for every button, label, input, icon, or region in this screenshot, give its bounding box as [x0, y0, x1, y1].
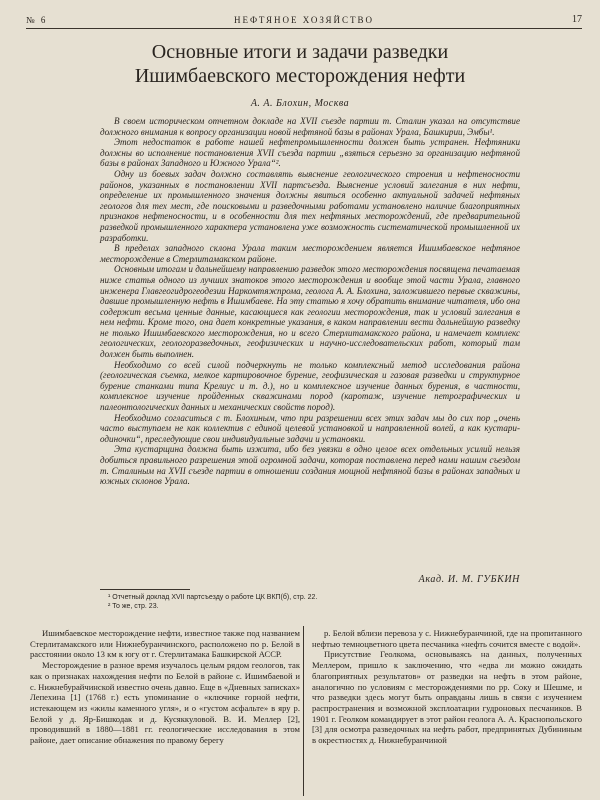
intro-paragraph: В пределах западного склона Урала таким месторождением является Ишимбаевское нефтяное месторождение в Стерлитамакском районе. [100, 243, 520, 264]
article-author: А. А. Блохин, Москва [250, 98, 350, 109]
footnote-divider [100, 589, 190, 590]
editorial-introduction [100, 116, 520, 487]
footnote: ² То же, стр. 23. [108, 603, 159, 610]
issue-number: № 6 [26, 15, 48, 25]
footnote: ¹ Отчетный доклад XVII партсъезду о работе ЦК ВКП(б), стр. 22. [108, 594, 318, 601]
footnotes [108, 593, 508, 611]
intro-paragraph: В своем историческом отчетном докладе на XVII съезде партии т. Сталин указал на отсутствие должного внимания к вопросу организации новой нефтяной базы в районах Урала, Башкирии, Эмбы¹. [100, 116, 520, 137]
page-number: 17 [572, 14, 582, 25]
intro-paragraph: Необходимо со всей силой подчеркнуть не только комплексный метод исследования района (геологическая съемка, мелкое картировочное бурение, геофизическая и газовая разведки и структурное бурение станками типа Крелиус и т. д.), но и комплексное изучение данных бурения, в частности, комплексное изучение пройденных скважинами пород (каротаж, изучение петрографических и палеонтологических данных и механических свойств пород). [100, 359, 520, 413]
article-title-line-2: Ишимбаевского месторождения нефти [134, 65, 466, 87]
page-header [26, 10, 582, 29]
intro-paragraph: Основным итогам и дальнейшему направлению разведок этого месторождения посвящена печатаемая ниже статья одного из лучших знатоков этого месторождения и вообще этой части Урала, главного инженера Главгеогидрогеодезии Наркомтяжпрома, геолога А. А. Блохина, заложившего первые скважины, давшие промышленную нефть в Ишимбаеве. На эту статью я хочу обратить внимание читателя, ибо она содержит весьма ценные данные, касающиеся как геологии месторождения, так и условий залегания в нем нефти. Кроме того, она дает конкретные указания, в каком направлении вести дальнейшую разведку не только Ишимбаевского месторождения, но и всего Стерлитамакского района, и намечает комплекс геологических, геологоразведочных, геофизических и научно-исследовательских работ, который там должен быть выполнен. [100, 264, 520, 360]
intro-paragraph: Эта кустарщина должна быть изжита, ибо без увязки в одно целое всех отдельных усилий нельзя добиться правильного разрешения этой огромной задачи, которая поставлена перед нами нашим съездом т. Сталиным на XVII съезде партии в отношении создания мощной нефтяной базы в районах западных и южных склонов Урала. [100, 444, 520, 487]
column-divider [303, 626, 304, 796]
article-title-line-1: Основные итоги и задачи разведки [151, 41, 449, 63]
body-paragraph: р. Белой вблизи перевоза у с. Нижнебуранчиной, где на пропитанного нефтью темноцветного цвета песчаника «нефть сочится вместе с водой». [312, 628, 582, 649]
body-column-right [312, 628, 582, 746]
article-title [60, 40, 540, 88]
intro-paragraph: Этот недостаток в работе нашей нефтепромышленности должен быть устранен. Нефтяники должны во исполнение постановления XVII съезда партии „взяться серьезно за организацию нефтяной базы в районах Западного и Южного Урала“². [100, 137, 520, 169]
body-paragraph: Ишимбаевское месторождение нефти, известное также под названием Стерлитамакского или Нижнебуранчинского, расположено по р. Белой в расстоянии около 13 км к югу от г. Стерлитамака Башкирской АССР. [30, 628, 300, 660]
intro-paragraph: Одну из боевых задач должно составлять выяснение геологического строения и нефтеносности районов, указанных в постановлении XVII партсъезда. Выяснение условий залегания в них нефти, определение их промышленного значения должны явиться особенно актуальной задачей нефтяных геологов для тех мест, где поисковыми и разведочными работами установлено наличие благоприятных признаков нефтеносности, и в особенности для тех нефтяных месторождений, где предварительной разведкой промышленного характера установлена уже возможность систематической промышленной их разработки. [100, 168, 520, 243]
intro-paragraph: Необходимо согласиться с т. Блохиным, что при разрешении всех этих задач мы до сих пор „очень часто выступаем не как коллектив с единой целевой установкой и направленной волей, а как кустари-одиночки“, преследующие свои индивидуальные задачи и установки. [100, 412, 520, 444]
body-paragraph: Присутствие Геолкома, основываясь на данных, полученных Меллером, пришло к заключению, что «едва ли можно ожидать благоприятных результатов» от разведки на нефть в этом районе, аналогично по условиям с месторождениями по рр. Соку и Шешме, и что разведки здесь могут быть оправданы лишь в связи с изучением распространения и возможной эксплоатации гудроновых песчаников. В 1901 г. Геолком командирует в этот район геолога А. А. Краснопольского [3] для осмотра разведочных на нефть работ, предпринятых Дубининым в окрестностях д. Нижнебуранчиной [312, 649, 582, 746]
signature: Акад. И. М. ГУБКИН [418, 574, 520, 585]
body-paragraph: Месторождение в разное время изучалось целым рядом геологов, так как о признаках нахождения нефти по Белой в районе с. Ишимбаевой и с. Нижнебурайчинской известно очень давно. Еще в «Дневных записках» Лепехина [1] (1768 г.) есть упоминание о «ключике горной нефти, истекающем из «жилы каменного угля», и о «густом асфальте» в яру р. Белой у д. Яр-Бишкодак и д. Кусяккуловой. В. И. Меллер [2], проводивший в 1880—1881 гг. геологические исследования в этом районе, дает описание обнажения по правому берегу [30, 660, 300, 746]
journal-title: НЕФТЯНОЕ ХОЗЯЙСТВО [233, 15, 374, 25]
body-column-left [30, 628, 300, 746]
